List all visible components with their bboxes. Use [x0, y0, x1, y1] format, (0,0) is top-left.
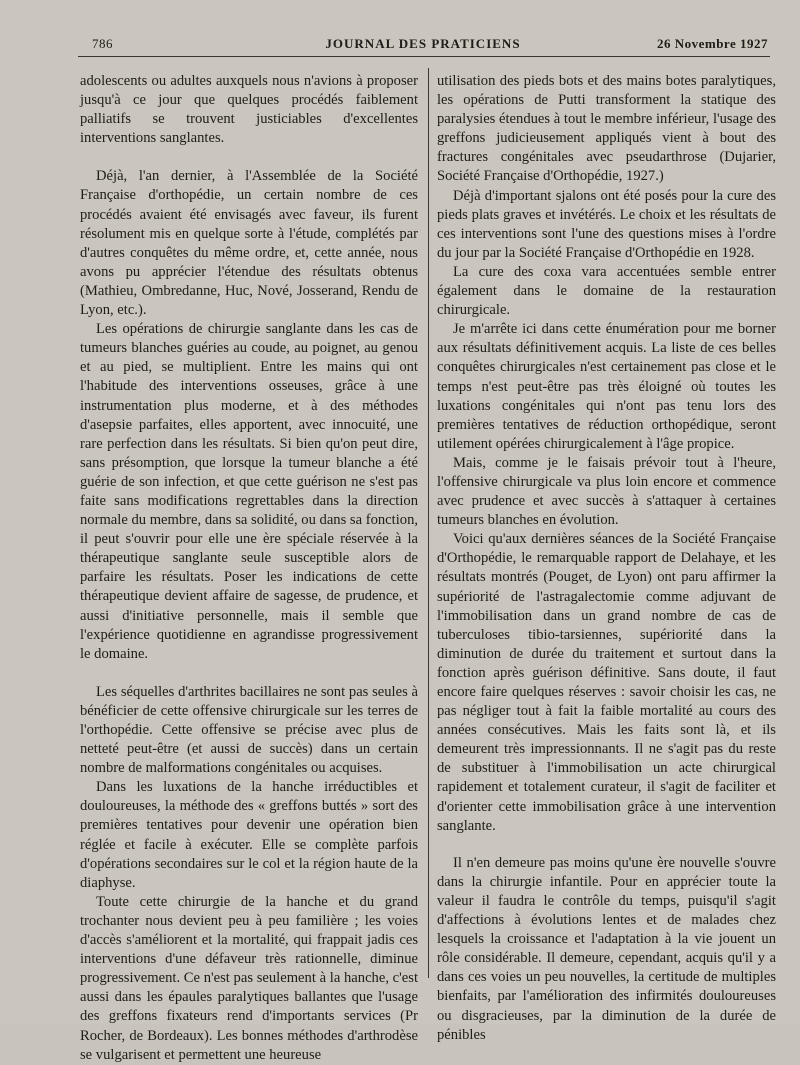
- journal-title: JOURNAL DES PRATICIENS: [325, 36, 521, 51]
- paragraph: Toute cette chirurgie de la hanche et du grand trochanter nous devient peu à peu familière ; les voies d'accès s'améliorent et la mortalité, qui frappait jadis ces interventions d'une défaveur très rationnelle, diminue progressivement. Ce n'est pas seulement à la hanche, c'est aussi dans les épaules paralytiques ballantes que l'usage des greffons fixateurs rend d'importants services (Pr Rocher, de Bordeaux). Les bonnes méthodes d'arthrodèse se vulgarisent et permettent une heureuse: [80, 893, 418, 1063]
- paragraph: Je m'arrête ici dans cette énumération pour me borner aux résultats définitivement acquis. La liste de ces belles conquêtes chirurgicales n'est certainement pas close et le temps n'est peut-être pas très éloigné où toutes les luxations congénitales qui n'ont pas tenu lors des premières tentatives de réduction orthopédique, seront utilement opérées chirurgicalement à l'âge propice.: [437, 321, 776, 452]
- paragraph: Il n'en demeure pas moins qu'une ère nouvelle s'ouvre dans la chirurgie infantile. Pour en apprécier toute la valeur il faudra le contrôle du temps, puisqu'il s'agit d'affections à évolutions lentes et de malades chez lesquels la croissance et l'adaptation à la vie jouent un rôle considérable. Il demeure, cependant, acquis qu'il y a dans ces voies un peu nouvelles, la certitude de multiples bienfaits, par l'amélioration des infirmités douloureuses ou disgracieuses, par la diminution de la durée de pénibles: [437, 854, 776, 1043]
- paragraph: Déjà d'important sjalons ont été posés pour la cure des pieds plats graves et invétérés. Le choix et les résultats de ces interventions sont l'une des questions mises à l'ordre du jour par la Société Française d'Orthopédie en 1928.: [437, 187, 776, 261]
- paragraph: Les séquelles d'arthrites bacillaires ne sont pas seules à bénéficier de cette offensive chirurgicale sur les terres de l'orthopédie. Cette offensive se précise avec plus de netteté peut-être (et aussi de succès) dans un certain nombre de malformations congénitales ou acquises.: [80, 683, 418, 777]
- left-column: [80, 72, 418, 1065]
- column-divider: [428, 68, 429, 978]
- page-number: 786: [92, 36, 113, 51]
- header-rule: [78, 56, 770, 57]
- paragraph: La cure des coxa vara accentuées semble entrer également dans le domaine de la restauration chirurgicale.: [437, 263, 776, 319]
- paragraph: adolescents ou adultes auxquels nous n'avions à proposer jusqu'à ce jour que quelques procédés faiblement palliatifs se trouvent justiciables d'excellentes interventions sanglantes.: [80, 73, 418, 147]
- right-column: [437, 72, 776, 1045]
- paragraph: Dans les luxations de la hanche irréductibles et douloureuses, la méthode des « greffons buttés » sort des premières tentatives pour devenir une opération bien réglée et facile à exécuter. Elle se complète parfois d'opérations secondaires sur le col et la région haute de la diaphyse.: [80, 779, 418, 891]
- paragraph: Les opérations de chirurgie sanglante dans les cas de tumeurs blanches guéries au coude, au poignet, au genou et au pied, se multiplient. Entre les mains qui ont l'habitude des interventions osseuses, grâce à une instrumentation plus moderne, et à des méthodes d'asepsie parfaites, elles apportent, avec innocuité, une rare perfection dans les résultats. Si bien qu'on peut dire, sans présomption, que lorsque la tumeur blanche a été guérie de son infection, et que cette guérison ne s'est pas faite sans modifications regrettables dans la direction normale du membre, dans sa solidité, ou dans sa fonction, il peut s'ouvrir pour elle une ère spéciale réservée à la thérapeutique sanglante seule susceptible alors de parfaire les résultats. Poser les indications de cette thérapeutique devient affaire de sagesse, de prudence, et aussi d'initiative personnelle, mais il semble que l'expérience quotidienne en agrandisse progressivement le domaine.: [80, 321, 419, 662]
- paragraph: Déjà, l'an dernier, à l'Assemblée de la Société Française d'orthopédie, un certain nombre de ces procédés avaient été envisagés avec faveur, ils furent résolument mis en quelque sorte à l'étude, complétés par d'autres conquêtes du même ordre, et, cette année, nous avons pu apprécier l'étendue des résultats obtenus (Mathieu, Ombredanne, Huc, Nové, Josserand, Rendu de Lyon, etc.).: [80, 168, 418, 319]
- paragraph: Mais, comme je le faisais prévoir tout à l'heure, l'offensive chirurgicale va plus loin encore et commence avec prudence et avec succès à s'attaquer à certaines tumeurs blanches en évolution.: [437, 454, 776, 529]
- paragraph: Voici qu'aux dernières séances de la Société Française d'Orthopédie, le remarquable rapport de Delahaye, et les résultats montrés (Pouget, de Lyon) ont paru affirmer la supériorité de l'astragalectomie comme adjuvant de l'immobilisation dans un grand nombre de cas de tuberculoses tibio-tarsiennes, supériorité dans la diminution de durée du traitement et surtout dans la fonction après guérison définitive. Sans doute, il faut encore faire quelques réserves : savoir choisir les cas, ne pas négliger tout à fait la faible mortalité au cours des années consécutives. Mais les faits sont là, et ils demeurent très impressionnants. Il ne s'agit pas du reste de substituer à l'immobilisation un acte chirurgical rapidement et totalement curateur, il s'agit de faciliter et d'orienter cette immobilisation grâce à une intervention sanglante.: [437, 531, 776, 834]
- running-header: [78, 36, 768, 56]
- paragraph: utilisation des pieds bots et des mains botes paralytiques, les opérations de Putti transforment la statique des paralysies étendues à tout le membre inférieur, l'usage des greffons judicieusement appliqués vient à bout des fractures congénitales avec pseudarthrose (Dujarier, Société Française d'Orthopédie, 1927.): [437, 73, 776, 185]
- issue-date: 26 Novembre 1927: [656, 36, 768, 51]
